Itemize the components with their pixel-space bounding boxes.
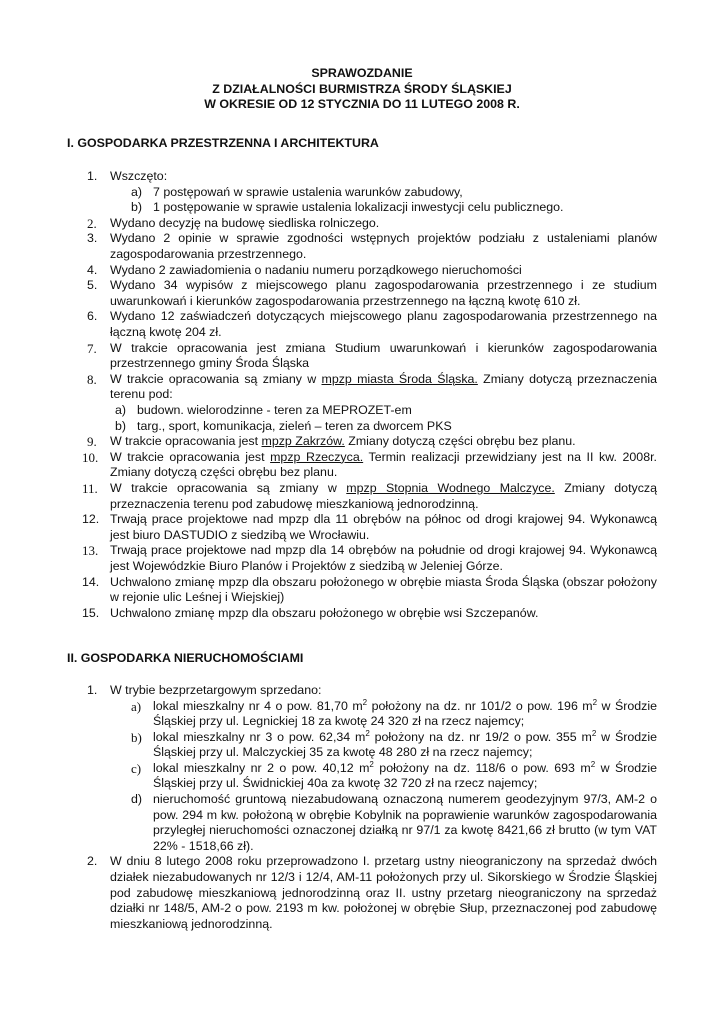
document-title [67,66,657,113]
list-item: a) lokal mieszkalny nr 4 o pow. 81,70 $m^2$ położony na dz. nr 101/2 o pow. 196 $m^2$ w Środzie Śląskiej przy ul. Legnickiej 18 za kwotę 24 320 zł na rzecz najemcy; [131,697,657,729]
list-item: 9. W trakcie opracowania jest mpzp Zakrzów. Zmiany dotyczą części obrębu bez planu. [87,434,576,450]
plan-link: mpzp Stopnia Wodnego Malczyce. [346,480,555,495]
section-1-heading: I. GOSPODARKA PRZESTRZENNA I ARCHITEKTURA [67,135,379,150]
list-item: a) budown. wielorodzinne - teren za MEPROZET-em [115,403,412,417]
list-item: 1. W trybie bezprzetargowym sprzedano: a) lokal mieszkalny nr 4 o pow. 81,70 $m^2$ położony na dz. nr 101/2 o pow. 196 $m^2$ w Środzie Śląskiej przy ul. Legnickiej 18 za kwotę 24 320 zł na rzecz najemcy; b) lokal mieszkalny nr 3 o pow. 62,34 $m^2$ położony na dz. nr 19/2 o pow. 355 $m^2$ w Środzie Śląskiej przy ul. Malczyckiej 35 za kwotę 48 280 zł na rzecz najemcy; c) lokal mieszkalny nr 2 o pow. 40,12 $m^2$ położony na dz. 118/6 o pow. 693 $m^2$ w Środzie Śląskiej przy ul. Świdnickiej 40a za kwotę 32 720 zł na rzecz najemcy; d) nieruchomość gruntową niezabudowaną oznaczoną numerem geodezyjnym 97/3, AM-2 o pow. 294 m kw. położoną w obrębie Kobylnik na poprawienie warunków zagospodarowania przyległej nieruchomości oznaczonej działką nr 97/1 za kwotę 8421,66 zł brutto (w tym VAT 22% - 1518,66 zł). [87,682,657,853]
list-item: 5. Wydano 34 wypisów z miejscowego planu zagospodarowania przestrzennego i ze studium uwarunkowań i kierunków zagospodarowania przestrzennego na łączną kwotę 610 zł. [87,278,657,308]
list-item: 8. W trakcie opracowania są zmiany w mpzp miasta Środa Śląska. Zmiany dotyczą przeznaczenia terenu pod: a) budown. wielorodzinne - teren za MEPROZET-em b) targ., sport, komunikacja, zieleń – teren za dworcem PKS [87,371,657,433]
list-item: 2. Wydano decyzję na budowę siedliska rolniczego. [87,215,380,231]
section-1-list [67,169,657,621]
list-item: b) targ., sport, komunikacja, zieleń – teren za dworcem PKS [115,418,452,433]
title-line-3: W OKRESIE OD 12 STYCZNIA DO 11 LUTEGO 2008 R. [204,97,520,111]
list-item: 7. W trakcie opracowania jest zmiana Studium uwarunkowań i kierunków zagospodarowania przestrzennego gminy Środa Śląska [87,340,657,371]
section-2-list [67,683,657,933]
list-item: b) lokal mieszkalny nr 3 o pow. 62,34 $m^2$ położony na dz. nr 19/2 o pow. 355 $m^2$ w Środzie Śląskiej przy ul. Malczyckiej 35 za kwotę 48 280 zł na rzecz najemcy; [131,728,657,760]
document-page [67,66,657,932]
title-line-1: SPRAWOZDANIE [311,66,413,80]
section-2-heading: II. GOSPODARKA NIERUCHOMOŚCIAMI [67,651,304,666]
list-item: b) 1 postępowanie w sprawie ustalenia lokalizacji inwestycji celu publicznego. [131,200,564,215]
list-item: a) 7 postępowań w sprawie ustalenia warunków zabudowy, [131,184,463,199]
list-item: 12. Trwają prace projektowe nad mpzp dla 11 obrębów na północ od drogi krajowej 94. Wykonawcą jest biuro DASTUDIO z siedzibą we Wrocławiu. [82,512,657,542]
list-item: c) lokal mieszkalny nr 2 o pow. 40,12 $m^2$ położony na dz. 118/6 o pow. 693 $m^2$ w Środzie Śląskiej przy ul. Świdnickiej 40a za kwotę 32 720 zł na rzecz najemcy; [131,759,657,791]
title-line-2: Z DZIAŁALNOŚCI BURMISTRZA ŚRODY ŚLĄSKIEJ [212,81,512,96]
list-item: 14. Uchwalono zmianę mpzp dla obszaru położonego w obrębie miasta Środa Śląska (obszar położony w rejonie ulic Leśnej i Wiejskiej) [82,574,657,605]
list-item: 11. W trakcie opracowania są zmiany w mpzp Stopnia Wodnego Malczyce. Zmiany dotyczą przeznaczenia terenu pod zabudowę mieszkaniową jednorodzinną. [82,480,657,511]
list-item: 15. Uchwalono zmianę mpzp dla obszaru położonego w obrębie wsi Szczepanów. [82,605,539,620]
plan-link: mpzp miasta Środa Śląska. [321,371,478,386]
plan-link: mpzp Rzeczyca. [270,449,364,464]
list-item: 13. Trwają prace projektowe nad mpzp dla 14 obrębów na południe od drogi krajowej 94. Wykonawcą jest Wojewódzkie Biuro Planów i Projektów z siedzibą w Jeleniej Górze. [82,543,657,573]
list-item: 3. Wydano 2 opinie w sprawie zgodności wstępnych projektów podziału z ustaleniami planów zagospodarowania przestrzennego. [87,231,657,262]
plan-link: mpzp Zakrzów. [261,434,345,449]
list-item: 4. Wydano 2 zawiadomienia o nadaniu numeru porządkowego nieruchomości [87,262,522,277]
list-item: d) nieruchomość gruntową niezabudowaną oznaczoną numerem geodezyjnym 97/3, AM-2 o pow. 294 m kw. położoną w obrębie Kobylnik na poprawienie warunków zagospodarowania przyległej nieruchomości oznaczonej działką nr 97/1 za kwotę 8421,66 zł brutto (w tym VAT 22% - 1518,66 zł). [131,792,657,853]
list-item: 6. Wydano 12 zaświadczeń dotyczących miejscowego planu zagospodarowania przestrzennego na łączną kwotę 204 zł. [87,309,657,340]
list-item: 1. Wszczęto: a) 7 postępowań w sprawie ustalenia warunków zabudowy, b) 1 postępowanie w sprawie ustalenia lokalizacji inwestycji celu publicznego. [67,169,657,216]
list-item: 10. W trakcie opracowania jest mpzp Rzeczyca. Termin realizacji przewidziany jest na II kw. 2008r. Zmiany dotyczą części obrębu bez planu. [82,449,657,480]
list-item: 2. W dniu 8 lutego 2008 roku przeprowadzono I. przetarg ustny nieograniczony na sprzedaż dwóch działek niezabudowanych nr 12/3 i 12/4, AM-11 położonych przy ul. Sikorskiego w Środzie Śląskiej pod zabudowę mieszkaniową jednorodzinną oraz II. ustny przetarg nieograniczony na sprzedaż działki nr 148/5, AM-2 o pow. 2193 m kw. położonej w obrębie Słup, przeznaczonej pod zabudowę mieszkaniową jednorodzinną. [87,854,657,931]
